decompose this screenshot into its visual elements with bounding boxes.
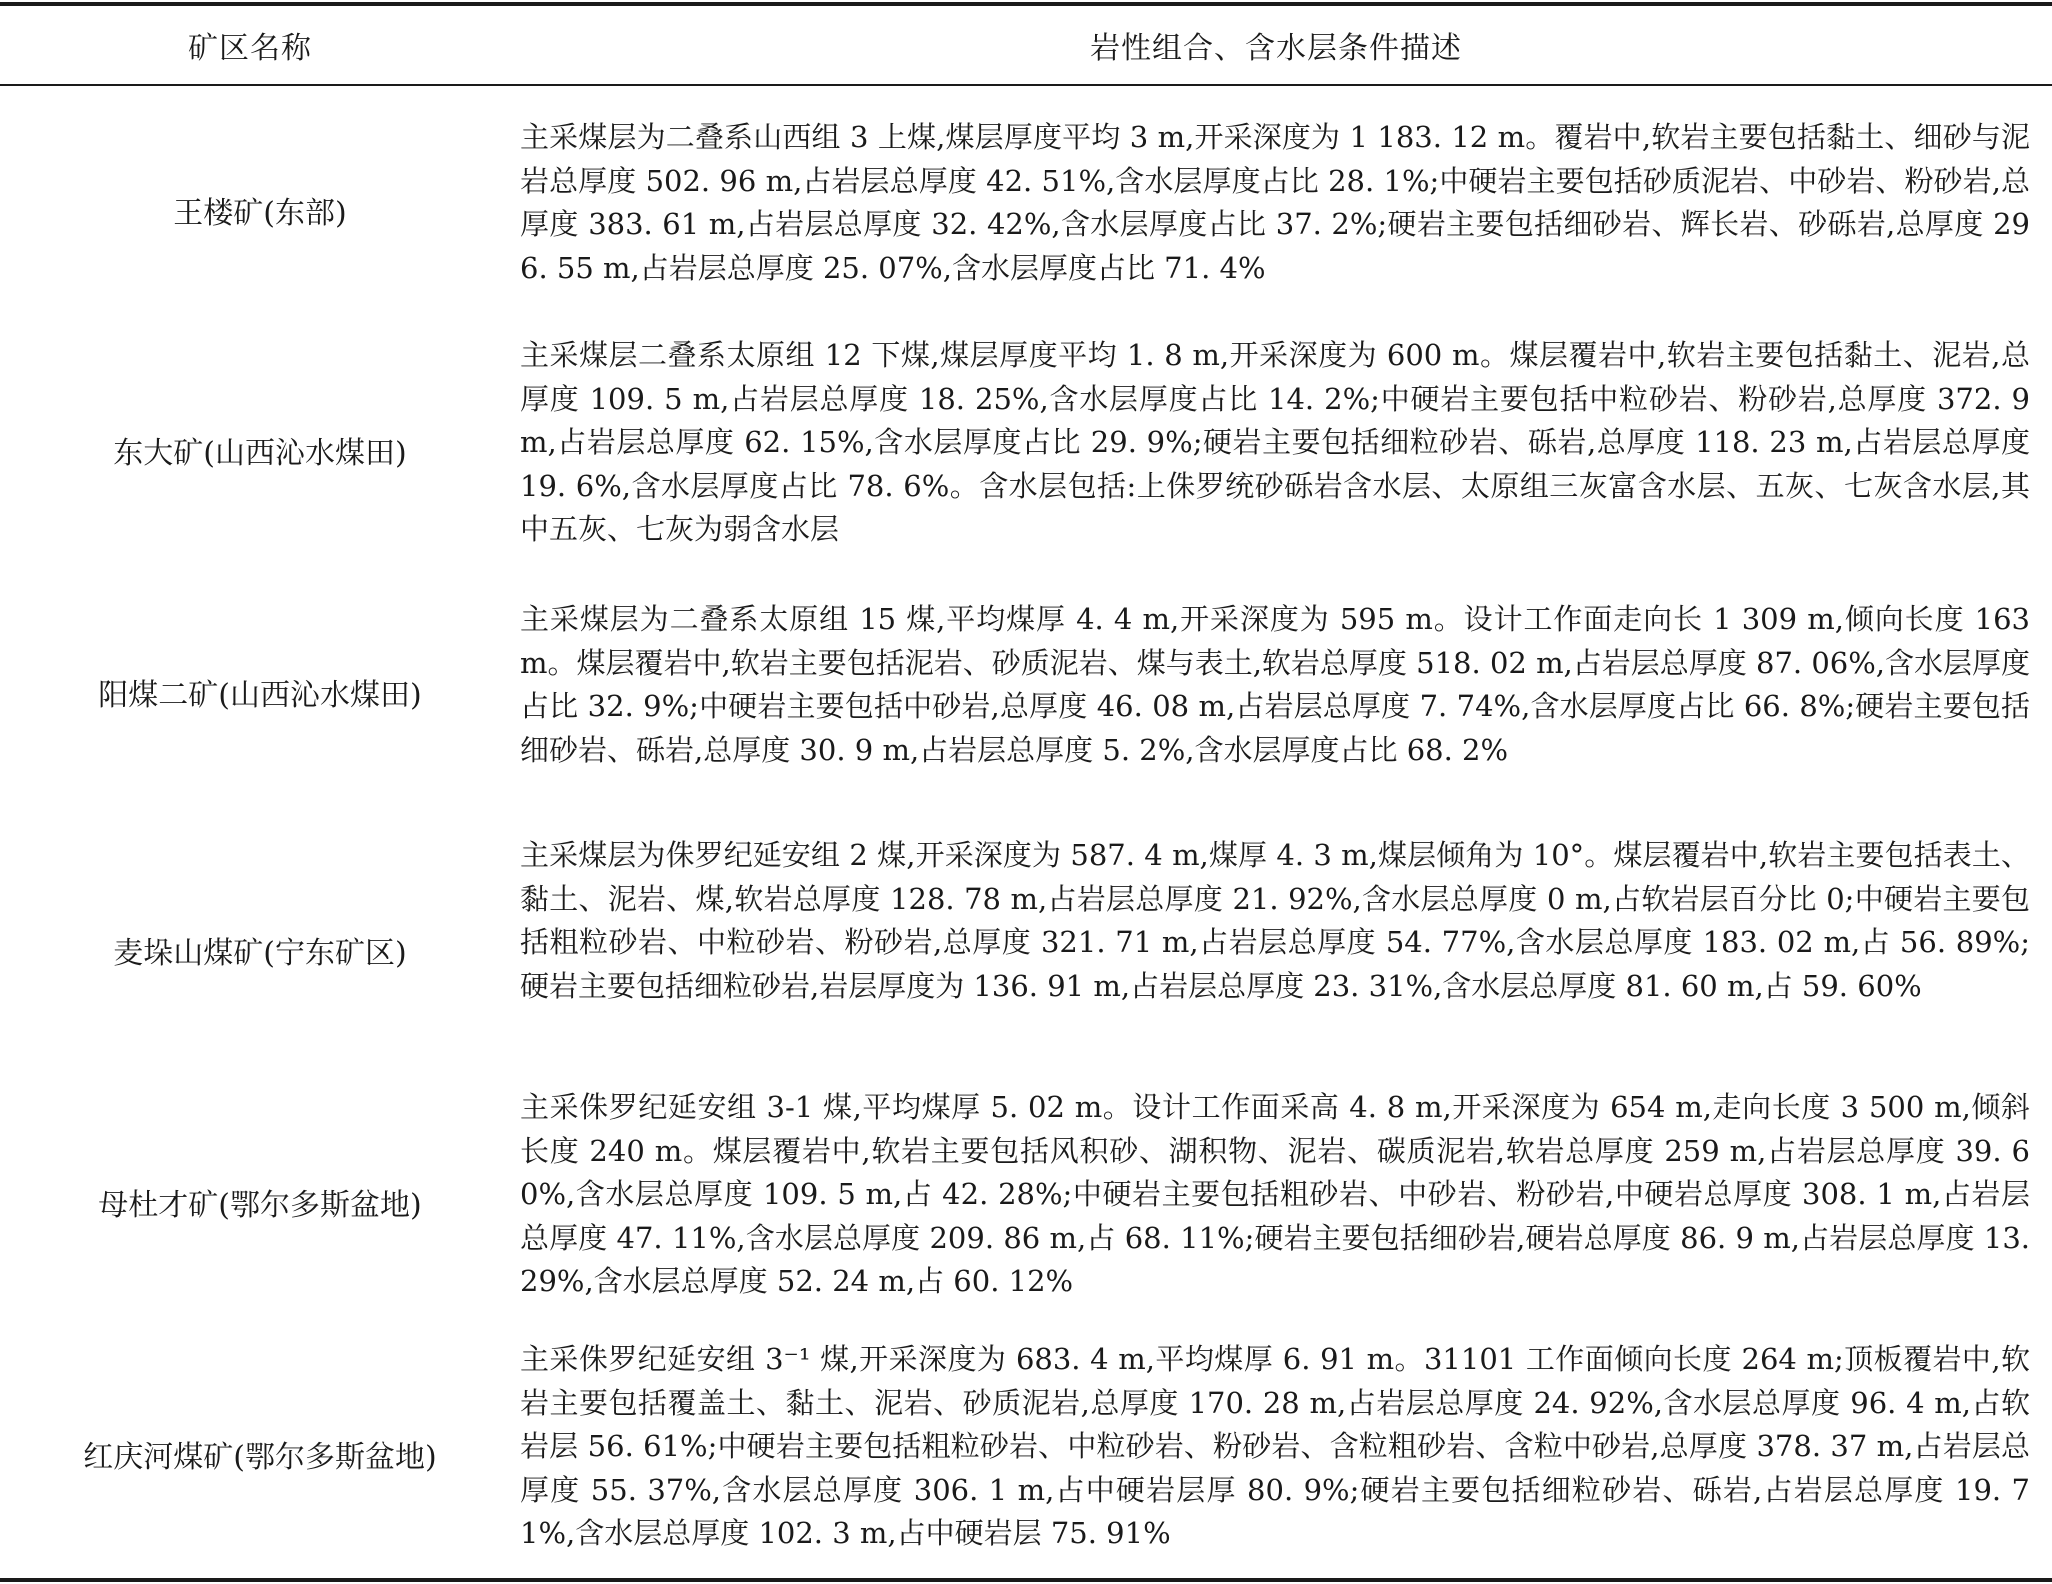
mine-name-cell: 红庆河煤矿(鄂尔多斯盆地): [83, 1440, 437, 1475]
table-row: [0, 598, 2052, 786]
table-header-rule: [0, 84, 2052, 86]
mine-name-cell: 王楼矿(东部): [173, 196, 347, 231]
table-row: [0, 334, 2052, 566]
mine-name-cell: 麦垛山煤矿(宁东矿区): [113, 936, 407, 971]
mine-name-cell: 阳煤二矿(山西沁水煤田): [98, 678, 422, 713]
header-description: 岩性组合、含水层条件描述: [1090, 31, 1462, 66]
description-cell: 主采煤层为二叠系太原组 15 煤,平均煤厚 4. 4 m,开采深度为 595 m。设计工作面走向长 1 309 m,倾向长度 163 m。煤层覆岩中,软岩主要包括泥岩、砂质泥岩、煤与表土,软岩总厚度 518. 02 m,占岩层总厚度 87. 06%,含水层厚度占比 32. 9%;中硬岩主要包括中砂岩,总厚度 46. 08 m,占岩层总厚度 7. 74%,含水层厚度占比 66. 8%;硬岩主要包括细砂岩、砾岩,总厚度 30. 9 m,占岩层总厚度 5. 2%,含水层厚度占比 68. 2%: [520, 602, 2031, 767]
table-row: [0, 1338, 2052, 1570]
mine-name-cell: 母杜才矿(鄂尔多斯盆地): [98, 1188, 422, 1223]
description-cell: 主采煤层为二叠系山西组 3 上煤,煤层厚度平均 3 m,开采深度为 1 183. 12 m。覆岩中,软岩主要包括黏土、细砂与泥岩总厚度 502. 96 m,占岩层总厚度 42. 51%,含水层厚度占比 28. 1%;中硬岩主要包括砂质泥岩、中砂岩、粉砂岩,总厚度 383. 61 m,占岩层总厚度 32. 42%,含水层厚度占比 37. 2%;硬岩主要包括细砂岩、辉长岩、砂砾岩,总厚度 296. 55 m,占岩层总厚度 25. 07%,含水层厚度占比 71. 4%: [520, 120, 2030, 285]
table-row: [0, 1086, 2052, 1318]
description-cell: 主采煤层为侏罗纪延安组 2 煤,开采深度为 587. 4 m,煤厚 4. 3 m,煤层倾角为 10°。煤层覆岩中,软岩主要包括表土、黏土、泥岩、煤,软岩总厚度 128. 78 m,占岩层总厚度 21. 92%,含水层总厚度 0 m,占软岩层百分比 0;中硬岩主要包括粗粒砂岩、中粒砂岩、粉砂岩,总厚度 321. 71 m,占岩层总厚度 54. 77%,含水层总厚度 183. 02 m,占 56. 89%;硬岩主要包括细粒砂岩,岩层厚度为 136. 91 m,占岩层总厚度 23. 31%,含水层总厚度 81. 60 m,占 59. 60%: [520, 838, 2030, 1003]
table-row: [0, 116, 2052, 304]
description-cell: 主采侏罗纪延安组 3-1 煤,平均煤厚 5. 02 m。设计工作面采高 4. 8 m,开采深度为 654 m,走向长度 3 500 m,倾斜长度 240 m。煤层覆岩中,软岩主要包括风积砂、湖积物、泥岩、碳质泥岩,软岩总厚度 259 m,占岩层总厚度 39. 60%,含水层总厚度 109. 5 m,占 42. 28%;中硬岩主要包括粗砂岩、中砂岩、粉砂岩,中硬岩总厚度 308. 1 m,占岩层总厚度 47. 11%,含水层总厚度 209. 86 m,占 68. 11%;硬岩主要包括细砂岩,硬岩总厚度 86. 9 m,占岩层总厚度 13. 29%,含水层总厚度 52. 24 m,占 60. 12%: [520, 1090, 2030, 1299]
description-cell: 主采煤层二叠系太原组 12 下煤,煤层厚度平均 1. 8 m,开采深度为 600 m。煤层覆岩中,软岩主要包括黏土、泥岩,总厚度 109. 5 m,占岩层总厚度 18. 25%,含水层厚度占比 14. 2%;中硬岩主要包括中粒砂岩、粉砂岩,总厚度 372. 9 m,占岩层总厚度 62. 15%,含水层厚度占比 29. 9%;硬岩主要包括细粒砂岩、砾岩,总厚度 118. 23 m,占岩层总厚度 19. 6%,含水层厚度占比 78. 6%。含水层包括:上侏罗统砂砾岩含水层、太原组三灰富含水层、五灰、七灰含水层,其中五灰、七灰为弱含水层: [520, 338, 2030, 547]
table-bottom-rule: [0, 1578, 2052, 1582]
table-row: [0, 834, 2052, 1066]
description-cell: 主采侏罗纪延安组 3⁻¹ 煤,开采深度为 683. 4 m,平均煤厚 6. 91 m。31101 工作面倾向长度 264 m;顶板覆岩中,软岩主要包括覆盖土、黏土、泥岩、砂质泥岩,总厚度 170. 28 m,占岩层总厚度 24. 92%,含水层总厚度 96. 4 m,占软岩层 56. 61%;中硬岩主要包括粗粒砂岩、中粒砂岩、粉砂岩、含粒粗砂岩、含粒中砂岩,总厚度 378. 37 m,占岩层总厚度 55. 37%,含水层总厚度 306. 1 m,占中硬岩层厚 80. 9%;硬岩主要包括细粒砂岩、砾岩,占岩层总厚度 19. 71%,含水层总厚度 102. 3 m,占中硬岩层 75. 91%: [520, 1342, 2030, 1551]
mine-name-cell: 东大矿(山西沁水煤田): [113, 436, 407, 471]
header-mine-name: 矿区名称: [188, 31, 312, 66]
table-header-row: [0, 6, 2052, 84]
